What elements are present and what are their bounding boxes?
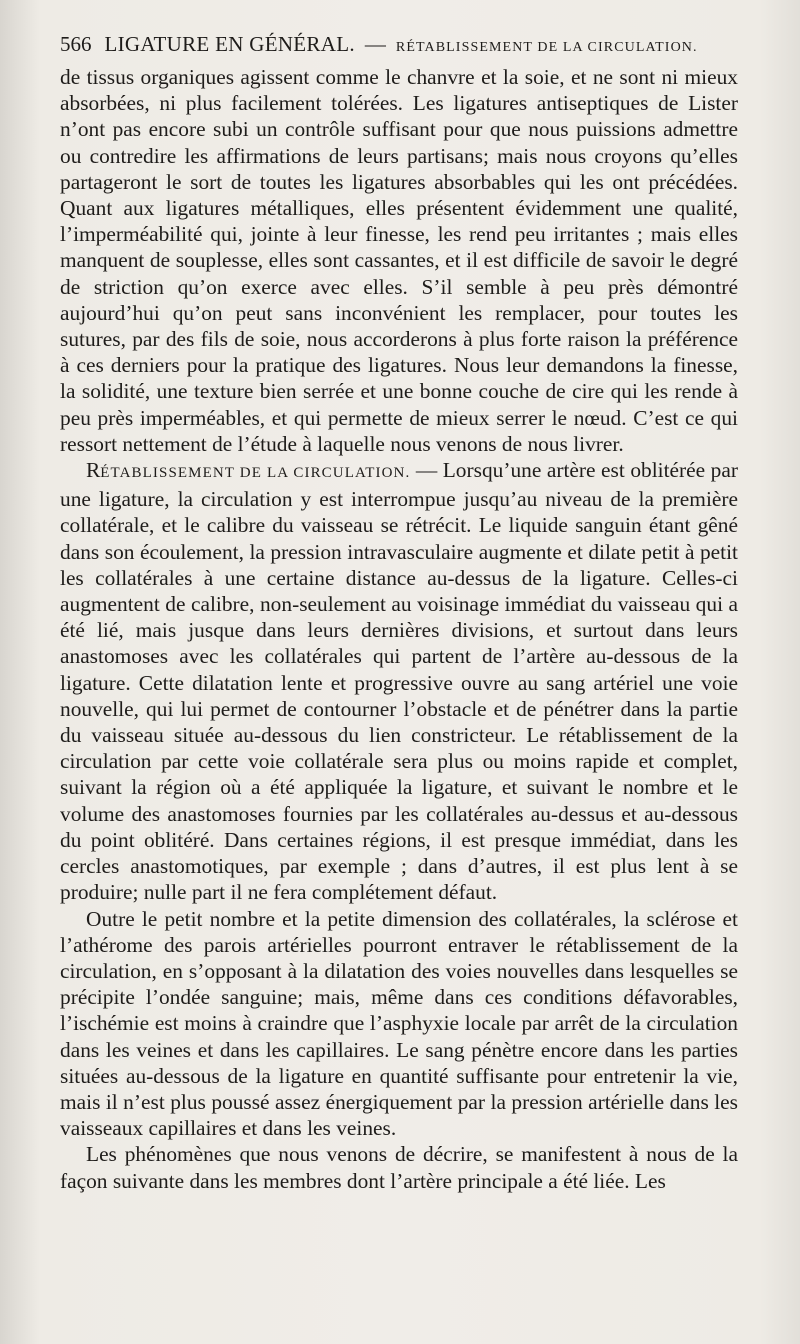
paragraph-phenomenes: Les phénomènes que nous venons de décrire, se manifestent à nous de la façon suivante dans les membres dont l’artère principale a été liée. Les [60, 1142, 738, 1193]
running-header [60, 31, 738, 61]
section-heading: ÉTABLISSEMENT DE LA CIRCULATION. [100, 465, 411, 482]
section-heading-initial: R [86, 458, 101, 483]
page-number: 566 [60, 32, 92, 56]
paragraph-retablissement [60, 457, 738, 905]
running-title: LIGATURE EN GÉNÉRAL. [104, 32, 355, 56]
header-separator: — [364, 32, 386, 56]
paragraph-retablissement-text: — Lorsqu’une artère est oblitérée par une ligature, la circulation y est interrompue jusqu’au niveau de la première collatérale, et le calibre du vaisseau se rétrécit. Le liquide sanguin étant gêné dans son écoulement, la pression intravasculaire augmente et dilate petit à petit les collatérales à une certaine distance au-dessus de la ligature. Celles-ci augmentent de calibre, non-seulement au voisinage immédiat du vaisseau qui a été lié, mais jusque dans leurs dernières divisions, et surtout dans leurs anastomoses avec les collatérales qui partent de l’artère au-dessous de la ligature. Cette dilatation lente et progressive ouvre au sang artériel une voie nouvelle, qui lui permet de contourner l’obstacle et de pénétrer dans la partie du vaisseau située au-dessous du lien constricteur. Le rétablissement de la circulation par cette voie collatérale sera plus ou moins rapide et complet, suivant la région où a été appliquée la ligature, et suivant le nombre et le volume des anastomoses fournies par les collatérales au-dessus et au-dessous du point oblitéré. Dans certaines régions, il est presque immédiat, dans les cercles anastomotiques, par exemple ; dans d’autres, il est plus lent à se produire; nulle part il ne fera complétement défaut. [60, 458, 738, 905]
paragraph-obstacles: Outre le petit nombre et la petite dimension des collatérales, la sclérose et l’athérome des parois artérielles pourront entraver le rétablissement de la circulation, en s’opposant à la dilatation des voies nouvelles dans lesquelles se précipite l’ondée sanguine; mais, même dans ces conditions défavorables, l’ischémie est moins à craindre que l’asphyxie locale par arrêt de la circulation dans les veines et dans les capillaires. Le sang pénètre encore dans les parties situées au-dessous de la ligature en quantité suffisante pour entretenir la vie, mais il n’est plus poussé assez énergiquement par la pression artérielle dans les vaisseaux capillaires et dans les veines. [60, 906, 738, 1141]
paragraph-ligatures: de tissus organiques agissent comme le chanvre et la soie, et ne sont ni mieux absorbées, ni plus facilement tolérées. Les ligatures antiseptiques de Lister n’ont pas encore subi un contrôle suffisant pour que nous puissions admettre ou contredire les affirmations de leurs partisans; mais nous croyons qu’elles partageront le sort de toutes les ligatures absorbables qui les ont précédées. Quant aux ligatures métalliques, elles présentent évidemment une qualité, l’imperméabilité qui, jointe à leur finesse, les rend peu irritantes ; mais elles manquent de souplesse, elles sont cassantes, et il est difficile de savoir le degré de striction qu’on exerce avec elles. S’il semble à peu près démontré aujourd’hui qu’on peut sans inconvénient les remplacer, pour toutes les sutures, par des fils de soie, nous accorderons à plus forte raison la préférence à ces derniers pour la pratique des ligatures. Nous leur demandons la finesse, la solidité, une texture bien serrée et une bonne couche de cire qui les rende à peu près imperméables, et qui permette de mieux serrer le nœud. C’est ce qui ressort nettement de l’étude à laquelle nous venons de nous livrer. [60, 65, 738, 456]
running-subtitle: RÉTABLISSEMENT DE LA CIRCULATION. [395, 40, 698, 55]
